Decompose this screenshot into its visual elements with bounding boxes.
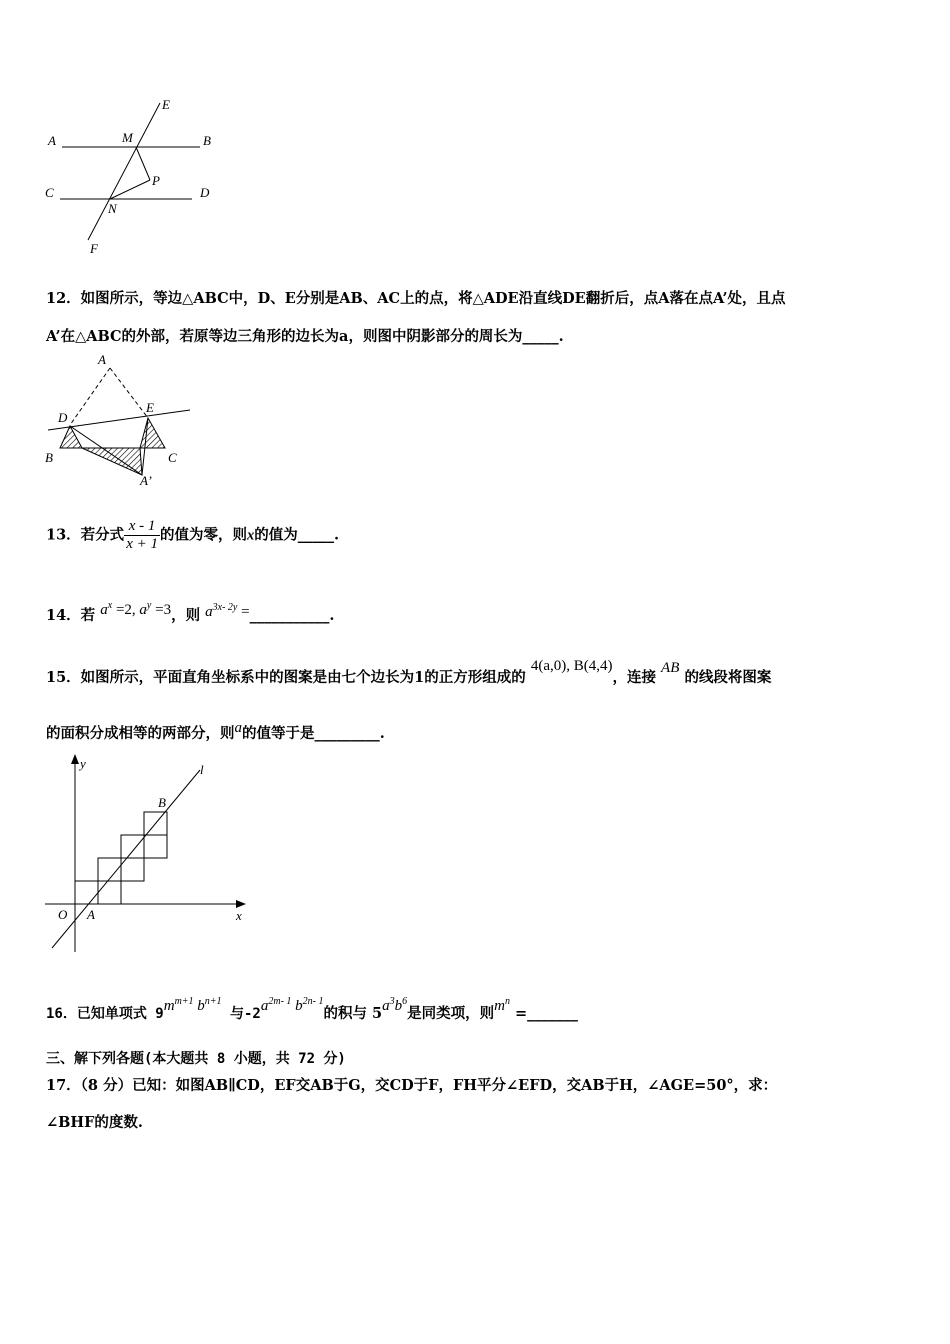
label-a: A	[48, 133, 56, 148]
figure-parallel-lines	[40, 95, 230, 260]
problem-15-line2: 的面积分成相等的两部分，则a的值等于是_________.	[46, 720, 385, 742]
problem-17-line1: 17．（8 分）已知：如图AB∥CD，EF交AB于G，交CD于F，FH平分∠EFD，交AB于H，∠AGE=50°，求：	[46, 1077, 778, 1094]
label-l: l	[200, 762, 204, 777]
label-b: B	[158, 795, 166, 810]
section-3-title: 三、解下列各题(本大题共 8 小题，共 72 分)	[46, 1051, 346, 1067]
figure-coordinate-squares	[40, 752, 255, 957]
problem-16: 16．已知单项式 $9m^{m+1}$ $b^{n+1}$ 与$-2a^{2m- 1}$ $b^{2n- 1}$的积与 $5a^3b^6$是同类项，则$m^n$ =_______	[46, 996, 578, 1022]
label-p: P	[152, 173, 160, 188]
problem-12-line2: A’在△ABC的外部，若原等边三角形的边长为a，则图中阴影部分的周长为_____.	[46, 328, 564, 345]
problem-14: 14．若 $a^x =2$, $a^y =3$，则 $a^{3x- 2y}$ =___________.	[46, 600, 335, 624]
label-y: y	[80, 756, 86, 771]
label-o: O	[58, 907, 68, 922]
label-a: A	[87, 907, 95, 922]
label-b: B	[203, 133, 211, 148]
label-c: C	[168, 450, 177, 465]
fraction: $\frac{x - 1}{x + 1}$	[126, 518, 158, 552]
label-e: E	[162, 97, 170, 112]
label-c: C	[45, 185, 54, 200]
label-x: x	[236, 908, 242, 923]
label-a-prime: A’	[140, 473, 152, 488]
problem-15-line1: 15．如图所示，平面直角坐标系中的图案是由七个边长为1的正方形组成的 4(a,0), B(4,4)，连接 AB 的线段将图案	[46, 658, 772, 686]
figure-folded-triangle	[40, 350, 205, 490]
label-d: D	[200, 185, 210, 200]
label-e: E	[146, 400, 154, 415]
label-f: F	[90, 241, 98, 256]
label-a: A	[98, 352, 106, 367]
label-b: B	[45, 450, 53, 465]
problem-13: 13．若分式 $\frac{x - 1}{x + 1}$ 的值为零，则x的值为_____.	[46, 518, 340, 552]
problem-17-line2: ∠BHF的度数.	[46, 1114, 143, 1131]
problem-12-line1: 12．如图所示，等边△ABC中，D、E分别是AB、AC上的点，将△ADE沿直线DE翻折后，点A落在点A’处，且点	[46, 290, 786, 307]
label-d: D	[58, 410, 68, 425]
label-m: M	[122, 130, 133, 145]
label-n: N	[108, 201, 117, 216]
